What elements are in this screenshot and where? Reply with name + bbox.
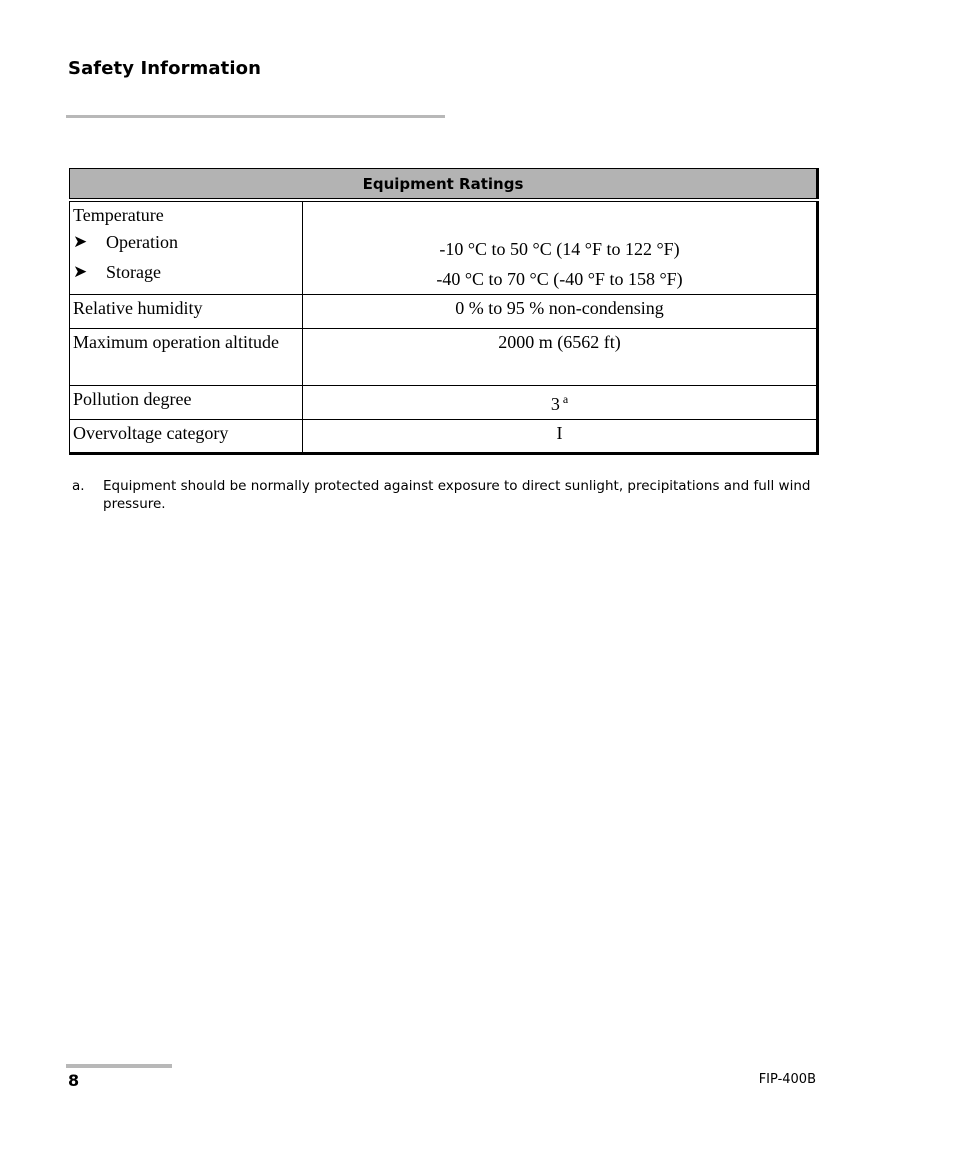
arrow-bullet-icon: ➤ [73,262,88,281]
humidity-value: 0 % to 95 % non-condensing [455,298,664,318]
footnote-marker: a. [72,478,85,494]
row-value-cell [303,202,816,294]
table-row-pollution [70,385,816,419]
row-label-cell [70,202,303,294]
section-title: Safety Information [68,58,261,79]
table-title: Equipment Ratings [69,168,819,199]
overvoltage-value: I [556,423,563,443]
operation-value: -10 °C to 50 °C (14 °F to 122 °F) [439,239,680,259]
temperature-label: Temperature [73,205,164,225]
page-number: 8 [68,1071,80,1090]
table-row-humidity [70,294,816,328]
table-body [69,201,819,455]
storage-value: -40 °C to 70 °C (-40 °F to 158 °F) [436,269,683,289]
document-id: FIP-400B [758,1072,816,1087]
table-row-altitude [70,328,816,385]
footer-rule [66,1064,172,1068]
pollution-value: 3 [550,394,560,414]
operation-label: Operation [106,232,178,252]
sub-item-operation [73,227,302,257]
equipment-ratings-table [69,168,819,455]
table-footnote [72,477,822,513]
footnote-text: Equipment should be normally protected against exposure to direct sunlight, precipitations and full wind pressure. [103,478,811,512]
pollution-value-cell [303,386,816,419]
table-row-overvoltage [70,419,816,452]
humidity-label: Relative humidity [70,295,303,328]
overvoltage-label: Overvoltage category [70,420,303,452]
header-rule [66,115,445,118]
altitude-value: 2000 m (6562 ft) [498,332,621,352]
footnote-reference: a [562,392,569,406]
arrow-bullet-icon: ➤ [73,232,88,251]
storage-label: Storage [106,262,161,282]
altitude-label: Maximum operation altitude [70,329,303,385]
pollution-label: Pollution degree [70,386,303,419]
table-row-temperature [70,202,816,294]
sub-item-storage [73,257,302,287]
